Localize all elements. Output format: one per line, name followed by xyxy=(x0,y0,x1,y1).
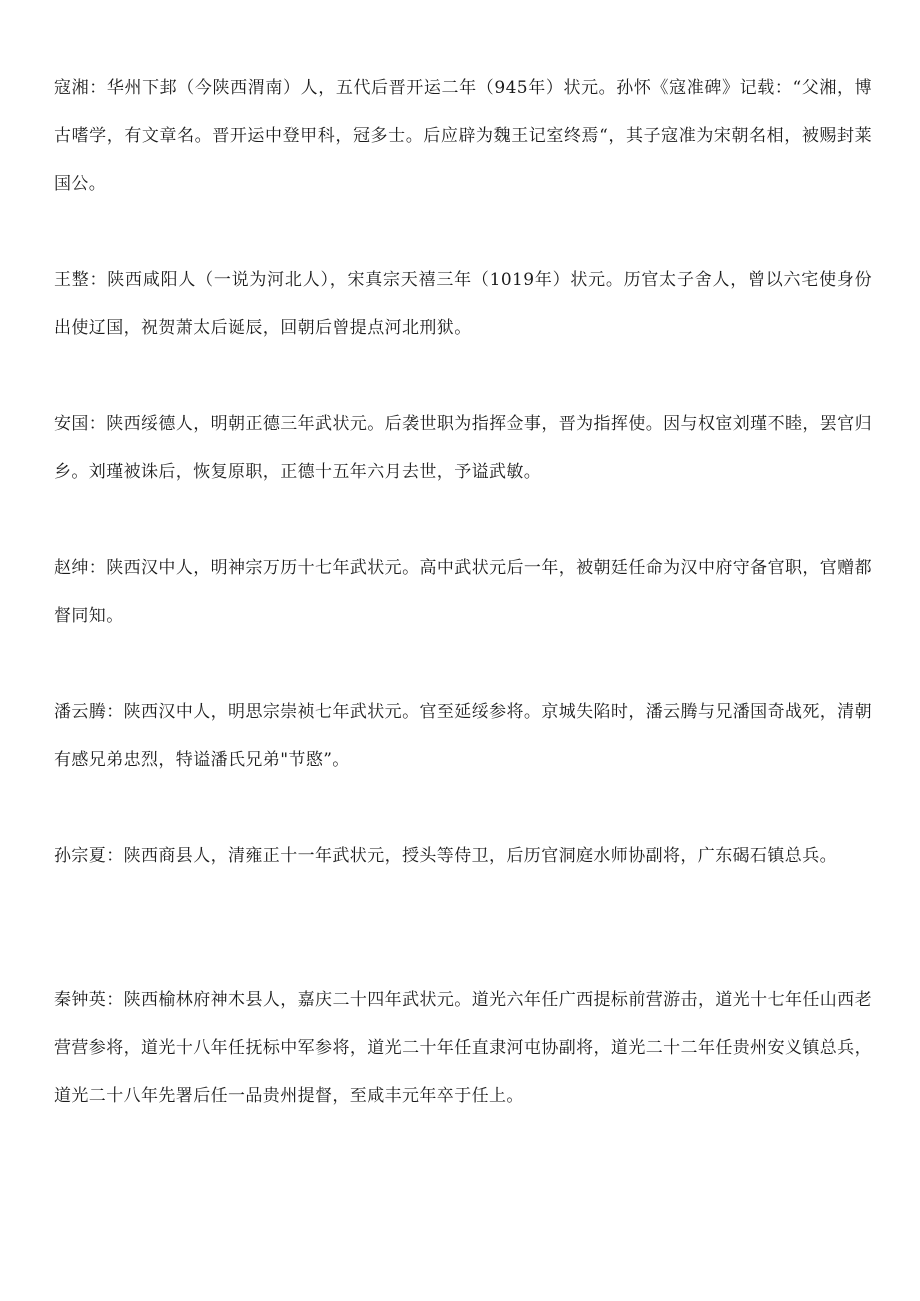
entry-an-guo: 安国：陕西绥德人，明朝正德三年武状元。后袭世职为指挥佥事，晋为指挥使。因与权宦刘瑾不睦，罢官归乡。刘瑾被诛后，恢复原职，正德十五年六月去世，予谥武敏。 xyxy=(54,414,872,482)
entry-kou-xiang: 寇湘：华州下邽（今陕西渭南）人，五代后晋开运二年（945年）状元。孙怀《寇准碑》记载：“父湘，博古嗜学，有文章名。晋开运中登甲科，冠多士。后应辟为魏王记室终焉“，其子寇准为宋朝名相，被赐封莱国公。 xyxy=(54,78,872,194)
entry-sun-zongxia: 孙宗夏：陕西商县人，清雍正十一年武状元，授头等侍卫，后历官洞庭水师协副将，广东碣石镇总兵。 xyxy=(54,846,837,866)
entry-wang-zheng: 王整：陕西咸阳人（一说为河北人），宋真宗天禧三年（1019年）状元。历官太子舍人，曾以六宅使身份出使辽国，祝贺萧太后诞辰，回朝后曾提点河北刑狱。 xyxy=(54,270,872,338)
entry-zhao-shen: 赵绅：陕西汉中人，明神宗万历十七年武状元。高中武状元后一年，被朝廷任命为汉中府守备官职，官赠都督同知。 xyxy=(54,558,872,626)
entry-pan-yunteng: 潘云腾：陕西汉中人，明思宗崇祯七年武状元。官至延绥参将。京城失陷时，潘云腾与兄潘国奇战死，清朝有感兄弟忠烈，特谥潘氏兄弟"节愍”。 xyxy=(54,702,872,770)
entry-qin-zhongying: 秦钟英：陕西榆林府神木县人，嘉庆二十四年武状元。道光六年任广西提标前营游击，道光十七年任山西老营营参将，道光十八年任抚标中军参将，道光二十年任直隶河屯协副将，道光二十二年任贵州安义镇总兵，道光二十八年先署后任一品贵州提督，至咸丰元年卒于任上。 xyxy=(54,990,872,1106)
